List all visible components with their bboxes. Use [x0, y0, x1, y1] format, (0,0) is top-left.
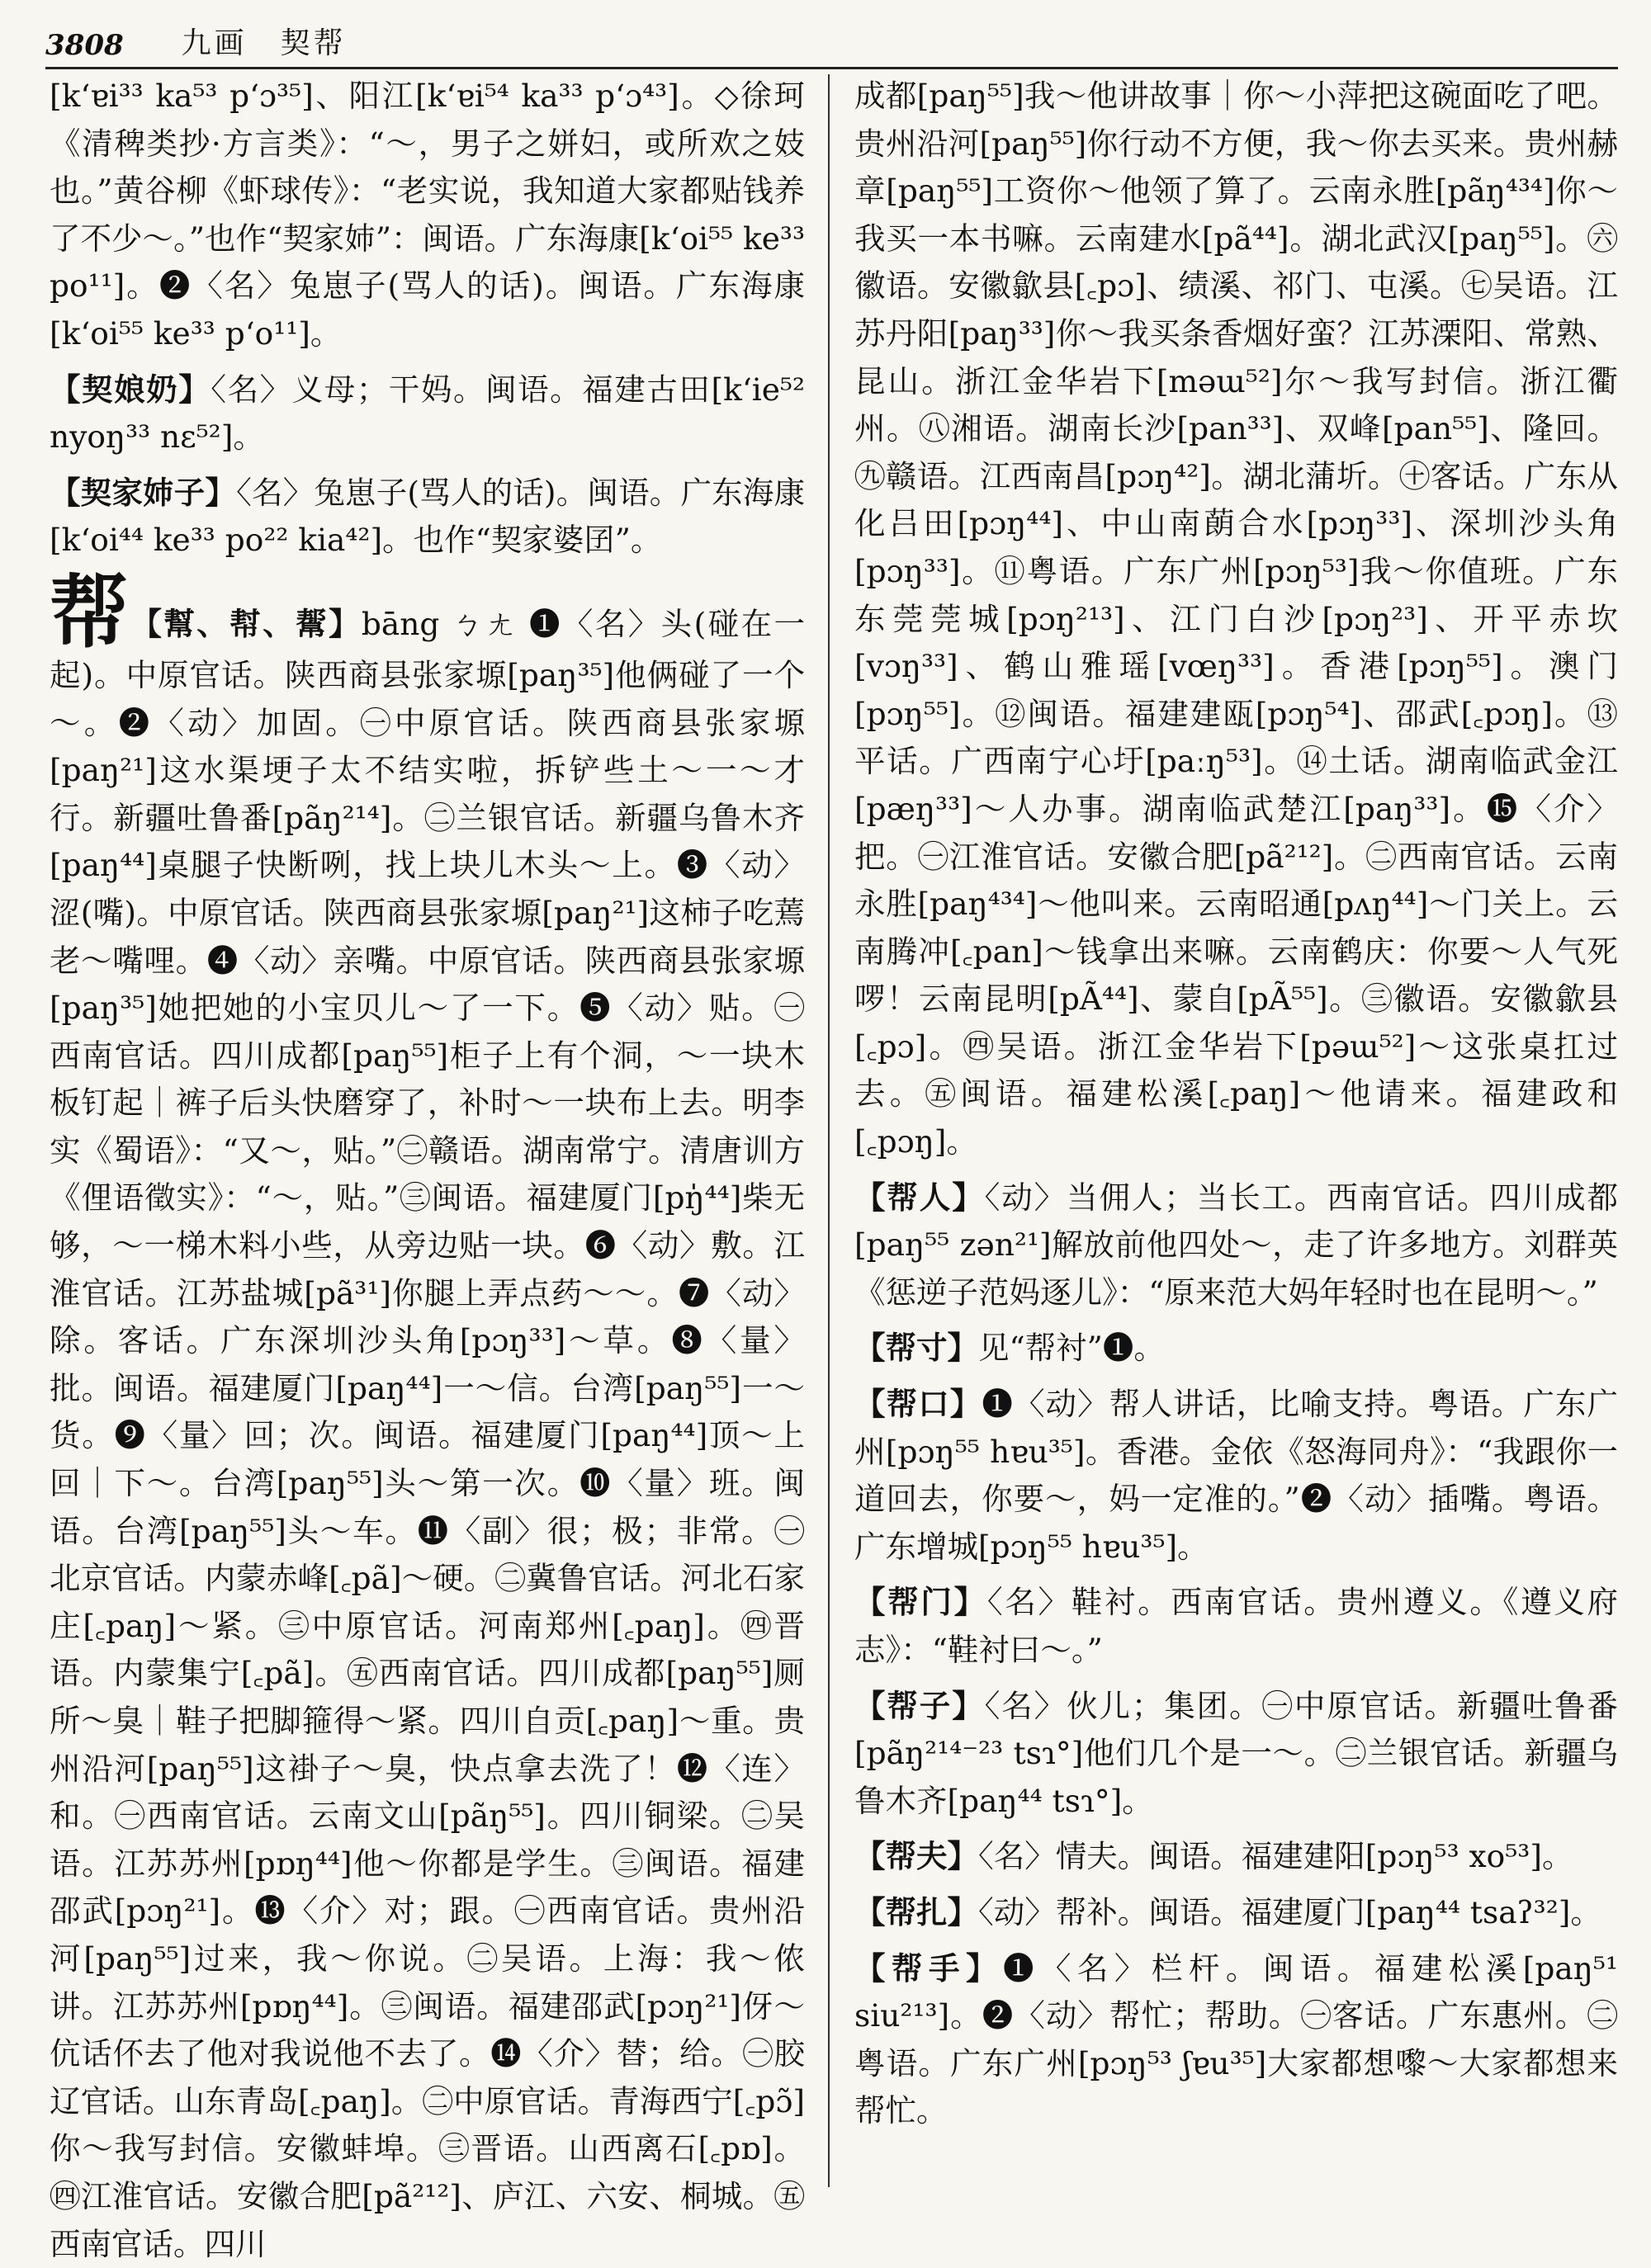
entry-headword: 【帮扎】	[854, 1893, 978, 1930]
entry-headword: 【帮人】	[854, 1179, 985, 1216]
continuation-paragraph	[854, 73, 1618, 1166]
entry-body: 〈名〉鞋衬。西南官话。贵州遵义。《遵义府志》：“鞋衬曰～。”	[854, 1584, 1619, 1668]
dictionary-entry	[854, 1889, 1618, 1937]
variant-forms: 【幫、幇、幚】	[130, 605, 362, 642]
column-divider	[828, 74, 830, 2187]
entry-headword: 【契娘奶】	[50, 371, 211, 408]
dictionary-entry	[854, 1683, 1618, 1826]
entry-body: 〈名〉兔崽子(骂人的话)。闽语。广东海康[kʻoi⁴⁴ ke³³ po²² kia⁴²]。也作“契家婆囝”。	[50, 474, 805, 559]
left-column	[50, 73, 806, 2262]
entry-body: 见“帮衬”❶。	[978, 1330, 1165, 1367]
dictionary-entry	[50, 366, 805, 461]
entry-headword: 【帮寸】	[854, 1330, 978, 1367]
entry-body: 成都[paŋ⁵⁵]我～他讲故事｜你～小萍把这碗面吃了吧。贵州沿河[paŋ⁵⁵]你行动不方便，我～你去买来。贵州赫章[paŋ⁵⁵]工资你～他领了算了。云南永胜[pãŋ⁴³⁴]你～我买一本书嘛。云南建水[pã⁴⁴]。湖北武汉[paŋ⁵⁵]。㊅徽语。安徽歙县[꜀pɔ]、绩溪、祁门、屯溪。㊆吴语。江苏丹阳[paŋ³³]你～我买条香烟好蛮？江苏溧阳、常熟、昆山。浙江金华岩下[məɯ⁵²]尔～我写封信。浙江衢州。㊇湘语。湖南长沙[pan³³]、双峰[pan⁵⁵]、隆回。㊈赣语。江西南昌[pɔŋ⁴²]。湖北蒲圻。㊉客话。广东从化吕田[pɔŋ⁴⁴]、中山南蓢合水[pɔŋ³³]、深圳沙头角[pɔŋ³³]。⑪粤语。广东广州[pɔŋ⁵³]我～你值班。广东东莞莞城[pɔŋ²¹³]、江门白沙[pɔŋ²³]、开平赤坎[vɔŋ³³]、鹤山雅瑶[vœŋ³³]。香港[pɔŋ⁵⁵]。澳门[pɔŋ⁵⁵]。⑫闽语。福建建瓯[pɔŋ⁵⁴]、邵武[꜀pɔŋ]。⑬平话。广西南宁心圩[paːŋ⁵³]。⑭土话。湖南临武金江[pæŋ³³]～人办事。湖南临武楚江[paŋ³³]。⓯〈介〉把。㊀江淮官话。安徽合肥[pã²¹²]。㊁西南官话。云南永胜[paŋ⁴³⁴]～他叫来。云南昭通[pʌŋ⁴⁴]～门关上。云南腾冲[꜀pan]～钱拿出来嘛。云南鹤庆：你要～人气死啰！云南昆明[pÃ⁴⁴]、蒙自[pÃ⁵⁵]。㊂徽语。安徽歙县[꜀pɔ]。㊃吴语。浙江金华岩下[pəɯ⁵²]～这张桌扛过去。㊄闽语。福建松溪[꜀paŋ]～他请来。福建政和[꜀pɔŋ]。	[854, 78, 1618, 1160]
entry-body: [kʻɐi³³ ka⁵³ pʻɔ³⁵]、阳江[kʻɐi⁵⁴ ka³³ pʻɔ⁴³]。◇徐珂《清稗类抄·方言类》：“～，男子之姘妇，或所欢之妓也。”黄谷柳《虾球传》：“老实说，我知道大家都贴钱养了不少～。”也作“契家姉”：闽语。广东海康[kʻoi⁵⁵ ke³³ po¹¹]。❷〈名〉兔崽子(骂人的话)。闽语。广东海康[kʻoi⁵⁵ ke³³ pʻo¹¹]。	[50, 78, 805, 352]
entry-headword: 【帮门】	[854, 1584, 987, 1621]
page-header	[45, 18, 1618, 69]
entry-headword: 【契家姉子】	[50, 474, 237, 511]
main-headword-character: 帮	[50, 565, 131, 659]
entry-body: bāng ㄅㄤ ❶〈名〉头(碰在一起)。中原官话。陕西商县张家塬[paŋ³⁵]他俩碰了一个～。❷〈动〉加固。㊀中原官话。陕西商县张家塬[paŋ²¹]这水渠埂子太不结实啦，拆铲些土～一～才行。新疆吐鲁番[pãŋ²¹⁴]。㊁兰银官话。新疆乌鲁木齐[paŋ⁴⁴]桌腿子快断咧，找上块儿木头～上。❸〈动〉涩(嘴)。中原官话。陕西商县张家塬[paŋ²¹]这柿子吃蔫老～嘴哩。❹〈动〉亲嘴。中原官话。陕西商县张家塬[paŋ³⁵]她把她的小宝贝儿～了一下。❺〈动〉贴。㊀西南官话。四川成都[paŋ⁵⁵]柜子上有个洞，～一块木板钉起｜裤子后头快磨穿了，补时～一块布上去。明李实《蜀语》：“又～，贴。”㊁赣语。湖南常宁。清唐训方《俚语徵实》：“～，贴。”㊂闽语。福建厦门[pŋ̍⁴⁴]柴无够，～一梯木料小些，从旁边贴一块。❻〈动〉敷。江淮官话。江苏盐城[pã³¹]你腿上弄点药～～。❼〈动〉除。客话。广东深圳沙头角[pɔŋ³³]～草。❽〈量〉批。闽语。福建厦门[paŋ⁴⁴]一～信。台湾[paŋ⁵⁵]一～货。❾〈量〉回；次。闽语。福建厦门[paŋ⁴⁴]顶～上回｜下～。台湾[paŋ⁵⁵]头～第一次。❿〈量〉班。闽语。台湾[paŋ⁵⁵]头～车。⓫〈副〉很；极；非常。㊀北京官话。内蒙赤峰[꜀pã]～硬。㊁冀鲁官话。河北石家庄[꜀paŋ]～紧。㊂中原官话。河南郑州[꜀paŋ]。㊃晋语。内蒙集宁[꜀pã]。㊄西南官话。四川成都[paŋ⁵⁵]厕所～臭｜鞋子把脚箍得～紧。四川自贡[꜀paŋ]～重。贵州沿河[paŋ⁵⁵]这褂子～臭，快点拿去洗了！⓬〈连〉和。㊀西南官话。云南文山[pãŋ⁵⁵]。四川铜梁。㊁吴语。江苏苏州[pɒŋ⁴⁴]他～你都是学生。㊂闽语。福建邵武[pɔŋ²¹]。⓭〈介〉对；跟。㊀西南官话。贵州沿河[paŋ⁵⁵]过来，我～你说。㊁吴语。上海：我～侬讲。江苏苏州[pɒŋ⁴⁴]。㊂闽语。福建邵武[pɔŋ²¹]伢～伉话伓去了他对我说他不去了。⓮〈介〉替；给。㊀胶辽官话。山东青岛[꜀paŋ]。㊁中原官话。青海西宁[꜀pɔ̃]你～我写封信。安徽蚌埠。㊂晋语。山西离石[꜀pɒ]。㊃江淮官话。安徽合肥[pã²¹²]、庐江、六安、桐城。㊄西南官话。四川	[50, 605, 806, 2262]
entry-headword: 【帮夫】	[854, 1838, 978, 1875]
entry-body: 〈名〉义母；干妈。闽语。福建古田[kʻie⁵² nyoŋ³³ nɛ⁵²]。	[50, 371, 805, 456]
page-number: 3808	[45, 29, 124, 62]
continuation-paragraph	[50, 73, 805, 358]
right-column	[854, 73, 1618, 2218]
entry-headword: 【帮子】	[854, 1687, 985, 1724]
entry-body: 〈名〉情夫。闽语。福建建阳[pɔŋ⁵³ xo⁵³]。	[978, 1838, 1573, 1875]
dictionary-entry	[854, 1381, 1618, 1571]
entry-headword: 【帮口】	[854, 1386, 982, 1423]
main-entry	[50, 565, 806, 2268]
entry-headword: 【帮手】	[854, 1949, 1003, 1987]
entry-body: 〈动〉当佣人；当长工。西南官话。四川成都[paŋ⁵⁵ zən²¹]解放前他四处～，走了许多地方。刘群英《惩逆子范妈逐儿》：“原来范大妈年轻时也在昆明～。”	[854, 1179, 1618, 1311]
dictionary-entry	[50, 470, 805, 565]
dictionary-entry	[854, 1174, 1618, 1317]
running-title: 九画 契帮	[181, 26, 347, 60]
dictionary-entry	[854, 1833, 1618, 1881]
entry-body: 〈动〉帮补。闽语。福建厦门[paŋ⁴⁴ tsaʔ³²]。	[978, 1893, 1601, 1930]
entry-body: 〈名〉伙儿；集团。㊀中原官话。新疆吐鲁番[pãŋ²¹⁴⁻²³ tsɿ°]他们几个是一～。㊁兰银官话。新疆乌鲁木齐[paŋ⁴⁴ tsɿ°]。	[854, 1687, 1618, 1819]
dictionary-entry	[854, 1579, 1618, 1674]
entry-body: ❶〈名〉栏杆。闽语。福建松溪[paŋ⁵¹ siu²¹³]。❷〈动〉帮忙；帮助。㊀客话。广东惠州。㊁粤语。广东广州[pɔŋ⁵³ ʃɐu³⁵]大家都想嚟～大家都想来帮忙。	[854, 1949, 1618, 2129]
entry-body: ❶〈动〉帮人讲话，比喻支持。粤语。广东广州[pɔŋ⁵⁵ hɐu³⁵]。香港。金依《怒海同舟》：“我跟你一道回去，你要～，妈一定准的。”❷〈动〉插嘴。粤语。广东增城[pɔŋ⁵⁵ hɐu³⁵]。	[854, 1386, 1619, 1565]
dictionary-entry	[854, 1945, 1618, 2135]
dictionary-entry	[854, 1325, 1618, 1373]
